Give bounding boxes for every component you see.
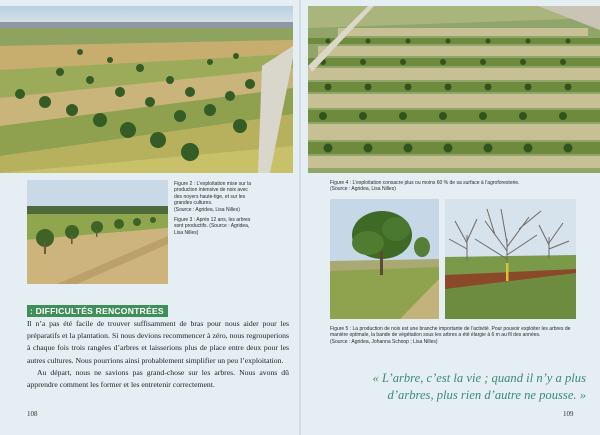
caption-line: (Source : Agridea, Lisa Nilles) bbox=[174, 206, 240, 213]
page-number-right: 109 bbox=[563, 410, 574, 418]
section-heading-text: DIFFICULTÉS RENCONTRÉES bbox=[35, 306, 164, 316]
page-number-left: 108 bbox=[27, 410, 38, 418]
caption-line: grandes cultures. bbox=[174, 200, 213, 207]
caption-line: Figure 3 : Après 12 ans, les arbres bbox=[174, 217, 251, 224]
paragraph: Il n’a pas été facile de trouver suffisamment de bras pour nous aider pour les préparatifs et la plantation. Si nous devions recommencer à zéro, nous regrouperions à chaque fois trois rangées d’arbres et laisserions plus de place entre deux pour les autres cultures. Nous pourrions ainsi probablement simplifier un peu l’exploitation. bbox=[27, 319, 289, 365]
caption-line: Figure 5 : La production de noix est une branche importante de l’activité. Pour pouvoir exploiter les arbres de bbox=[330, 326, 571, 332]
agroforestry-aerial-photo bbox=[308, 6, 600, 173]
section-heading bbox=[27, 305, 168, 317]
aerial-orchard-photo bbox=[0, 6, 293, 173]
book-gutter bbox=[299, 0, 301, 435]
caption-line: sont productifs. (Source : Agridea, bbox=[174, 223, 250, 230]
caption-line: manière optimale, la bande de végétation sous les arbres a été élargie à 6 m au fil des années. bbox=[330, 332, 541, 339]
caption-line: Figure 4 : L’exploitation consacre plus ou moins 60 % de sa surface à l’agroforesterie. bbox=[330, 180, 520, 186]
caption-line: Lisa Nilles) bbox=[174, 229, 199, 236]
bare-trees-photo bbox=[445, 199, 576, 319]
figure5-caption bbox=[330, 326, 592, 345]
body-text bbox=[27, 318, 289, 391]
heading-colon: : bbox=[30, 306, 36, 316]
caption-line: Figure 2 : L’exploitation mise sur la bbox=[174, 181, 251, 187]
pull-quote: « L’arbre, c’est la vie ; quand il n’y a plus d’arbres, plus rien d’autre ne pousse. » bbox=[372, 371, 586, 402]
caption-line: (Source : Agridea, Johanna Schoop ; Lisa Nilles) bbox=[330, 338, 438, 345]
caption-line: des noyers haute-tige, et sur les bbox=[174, 193, 246, 200]
walnut-row-photo bbox=[27, 180, 168, 284]
caption-line: production intensive de noix avec bbox=[174, 187, 248, 194]
walnut-tree-photo bbox=[330, 199, 439, 319]
figure2-caption bbox=[174, 181, 292, 236]
figure4-caption bbox=[330, 180, 592, 193]
caption-line: (Source : Agridea, Lisa Nilles) bbox=[330, 186, 396, 193]
paragraph: Au départ, nous ne savions pas grand-chose sur les arbres. Nous avons dû apprendre comment les former et les entretenir correctement. bbox=[27, 367, 289, 390]
